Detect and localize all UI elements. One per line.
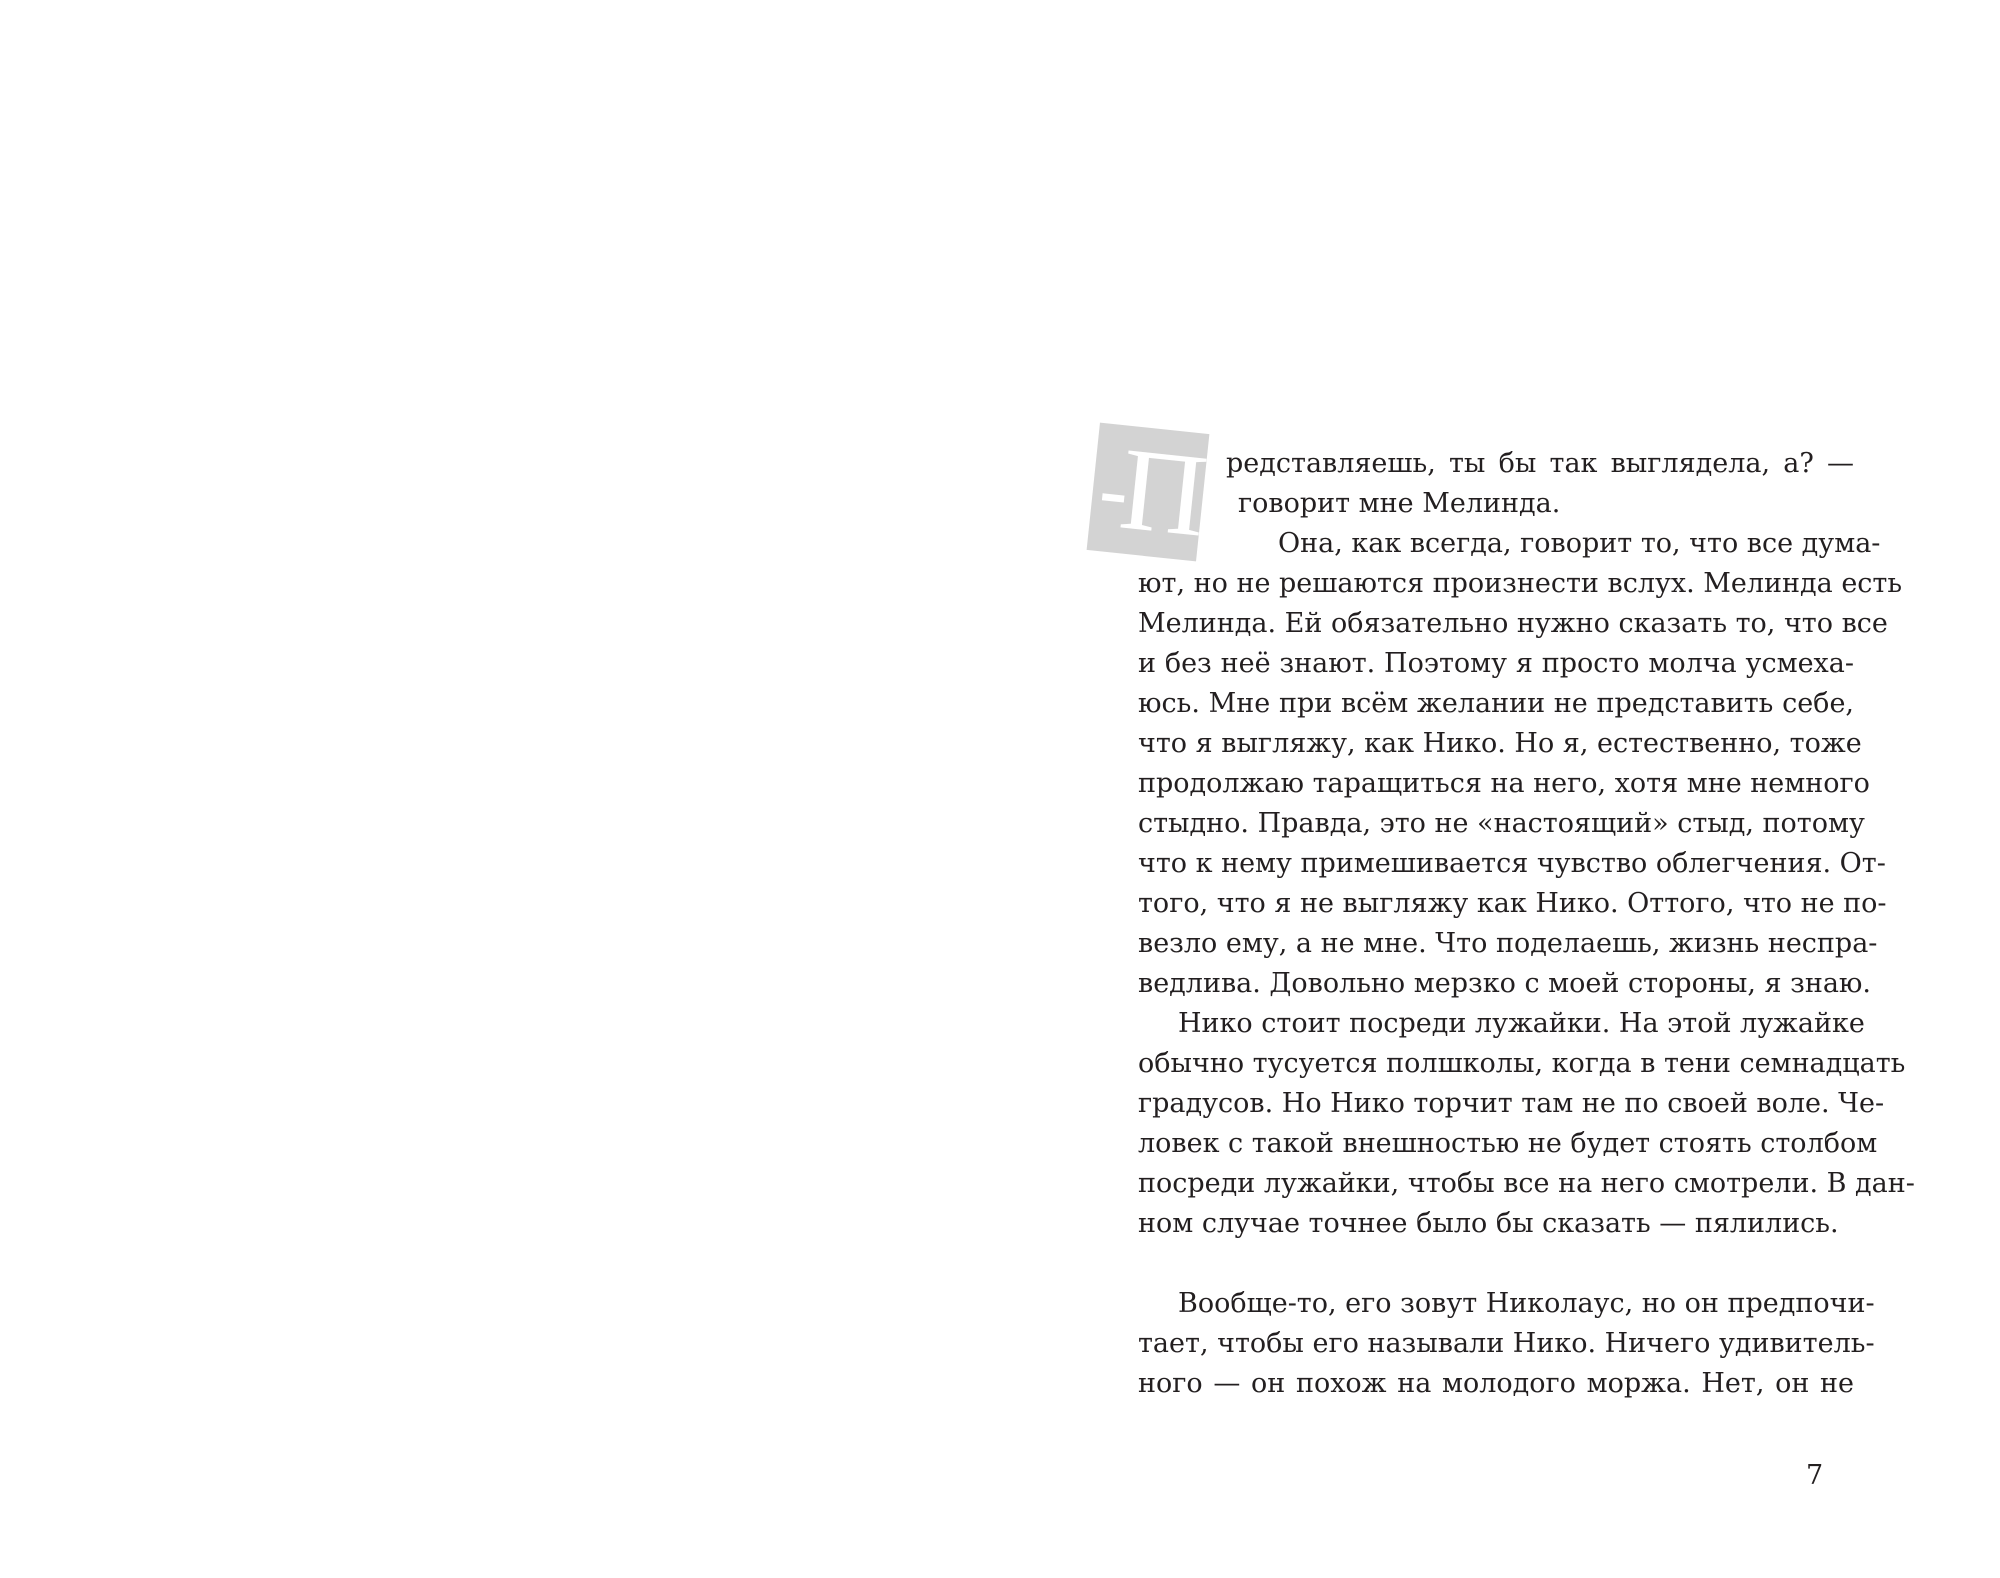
text-line-2: говорит мне Мелинда. [1238,488,1561,519]
text-line-14: ведлива. Довольно мерзко с моей стороны, я знаю. [1138,968,1872,999]
text-line-9: продолжаю таращиться на него, хотя мне немного [1138,768,1870,799]
text-line-7: юсь. Мне при всём желании не представить себе, [1138,688,1854,719]
text-line-8: что я выгляжу, как Нико. Но я, естественно, тоже [1138,728,1862,759]
page-number: 7 [1806,1460,1824,1491]
text-line-11: что к нему примешивается чувство облегчения. От- [1138,848,1886,879]
text-line-13: везло ему, а не мне. Что поделаешь, жизнь неспра- [1138,928,1878,959]
text-line-4: ют, но не решаются произнести вслух. Мелинда есть [1138,568,1903,599]
text-line-17: градусов. Но Нико торчит там не по своей воле. Че- [1138,1088,1885,1119]
text-line-18: ловек с такой внешностью не будет стоять столбом [1138,1128,1878,1159]
text-line-6: и без неё знают. Поэтому я просто молча усмеха- [1138,648,1854,679]
text-line-5: Мелинда. Ей обязательно нужно сказать то, что все [1138,608,1888,639]
drop-cap-letter: П [1114,422,1213,562]
text-line-21: Вообще-то, его зовут Николаус, но он предпочи- [1178,1288,1875,1319]
text-line-19: посреди лужайки, чтобы все на него смотрели. В дан- [1138,1168,1915,1199]
text-line-12: того, что я не выгляжу как Нико. Оттого, что не по- [1138,888,1887,919]
text-line-20: ном случае точнее было бы сказать — пялились. [1138,1208,1839,1239]
text-line-23: ного — он похож на молодого моржа. Нет, он не [1138,1368,1854,1399]
drop-cap [1087,422,1213,562]
text-line-1: редставляешь, ты бы так выглядела, а? — [1226,448,1854,479]
text-line-15: Нико стоит посреди лужайки. На этой лужайке [1178,1008,1865,1039]
text-line-16: обычно тусуется полшколы, когда в тени семнадцать [1138,1048,1906,1079]
text-line-22: тает, чтобы его называли Нико. Ничего удивитель- [1138,1328,1875,1359]
text-line-10: стыдно. Правда, это не «настоящий» стыд, потому [1138,808,1865,839]
text-line-3: Она, как всегда, говорит то, что все дума- [1278,528,1881,559]
